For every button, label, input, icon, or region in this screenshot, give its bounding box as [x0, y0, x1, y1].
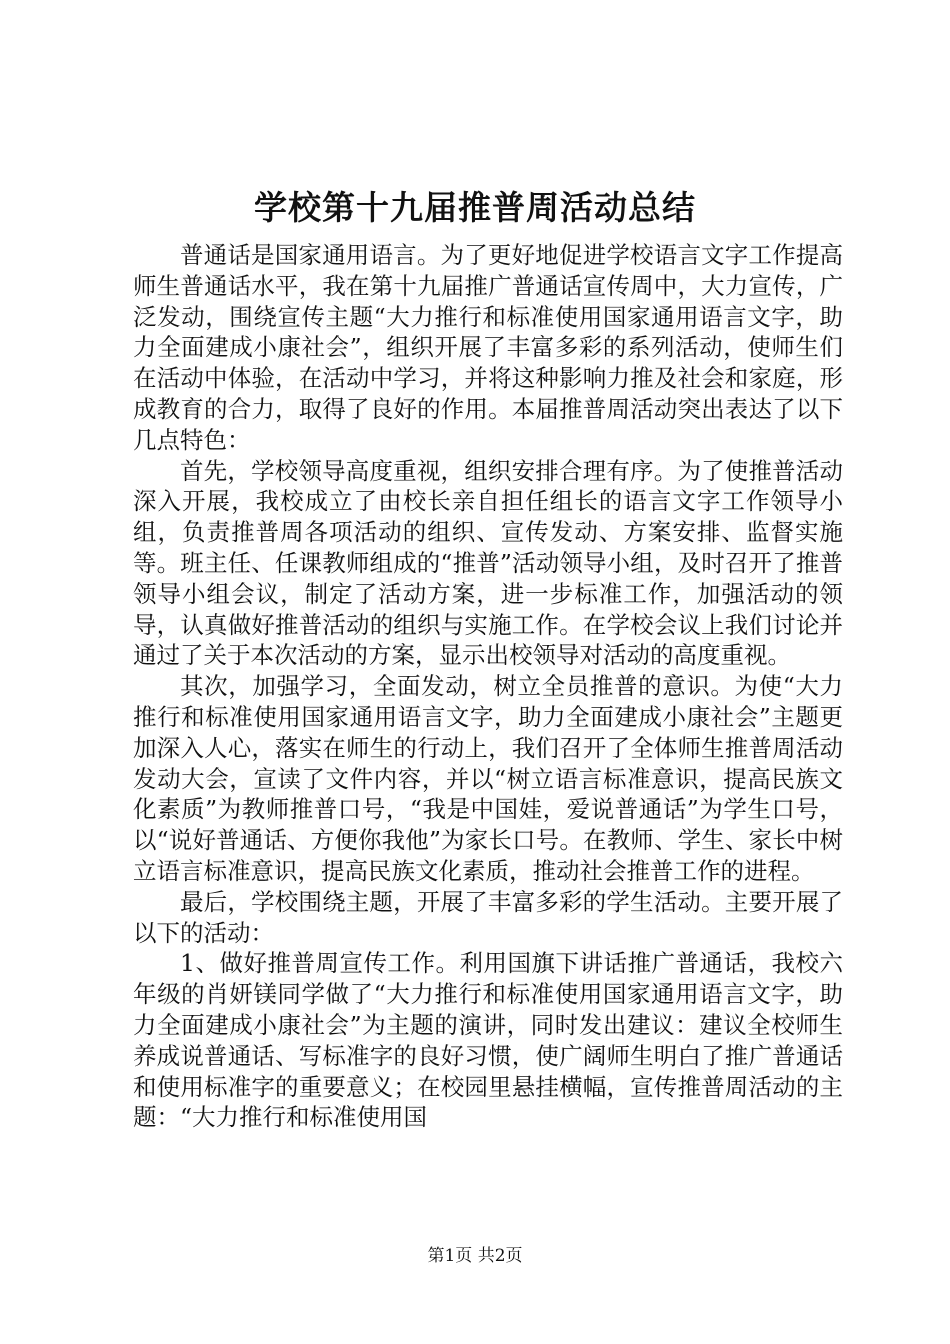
paragraph-item-1: 1、做好推普周宣传工作。利用国旗下讲话推广普通话，我校六年级的肖妍镁同学做了“大力推行和标准使用国家通用语言文字，助力全面建成小康社会”为主题的演讲，同时发出建议：建议全校师生养成说普通话、写标准字的良好习惯，使广阔师生明白了推广普通话和使用标准字的重要意义；在校园里悬挂横幅，宣传推普周活动的主题：“大力推行和标准使用国: [133, 949, 843, 1132]
paragraph-second: 其次，加强学习，全面发动，树立全员推普的意识。为使“大力推行和标准使用国家通用语言文字，助力全面建成小康社会”主题更加深入人心，落实在师生的行动上，我们召开了全体师生推普周活动发动大会，宣读了文件内容，并以“树立语言标准意识，提高民族文化素质”为教师推普口号，“我是中国娃，爱说普通话”为学生口号，以“说好普通话、方便你我他”为家长口号。在教师、学生、家长中树立语言标准意识，提高民族文化素质，推动社会推普工作的进程。: [133, 672, 843, 885]
document-body: [133, 240, 843, 1133]
document-title: 学校第十九届推普周活动总结: [254, 188, 696, 227]
paragraph-last: 最后，学校围绕主题，开展了丰富多彩的学生活动。主要开展了以下的活动：: [133, 887, 843, 947]
paragraph-intro: 普通话是国家通用语言。为了更好地促进学校语言文字工作提高师生普通话水平，我在第十九届推广普通话宣传周中，大力宣传，广泛发动，围绕宣传主题“大力推行和标准使用国家通用语言文字，助力全面建成小康社会”，组织开展了丰富多彩的系列活动，使师生们在活动中体验，在活动中学习，并将这种影响力推及社会和家庭，形成教育的合力，取得了良好的作用。本届推普周活动突出表达了以下几点特色：: [133, 241, 843, 454]
page-number-footer: 第1页 共2页: [427, 1246, 523, 1266]
paragraph-first: 首先，学校领导高度重视，组织安排合理有序。为了使推普活动深入开展，我校成立了由校长亲自担任组长的语言文字工作领导小组，负责推普周各项活动的组织、宣传发动、方案安排、监督实施等。班主任、任课教师组成的“推普”活动领导小组，及时召开了推普领导小组会议，制定了活动方案，进一步标准工作，加强活动的领导，认真做好推普活动的组织与实施工作。在学校会议上我们讨论并通过了关于本次活动的方案，显示出校领导对活动的高度重视。: [133, 456, 843, 670]
